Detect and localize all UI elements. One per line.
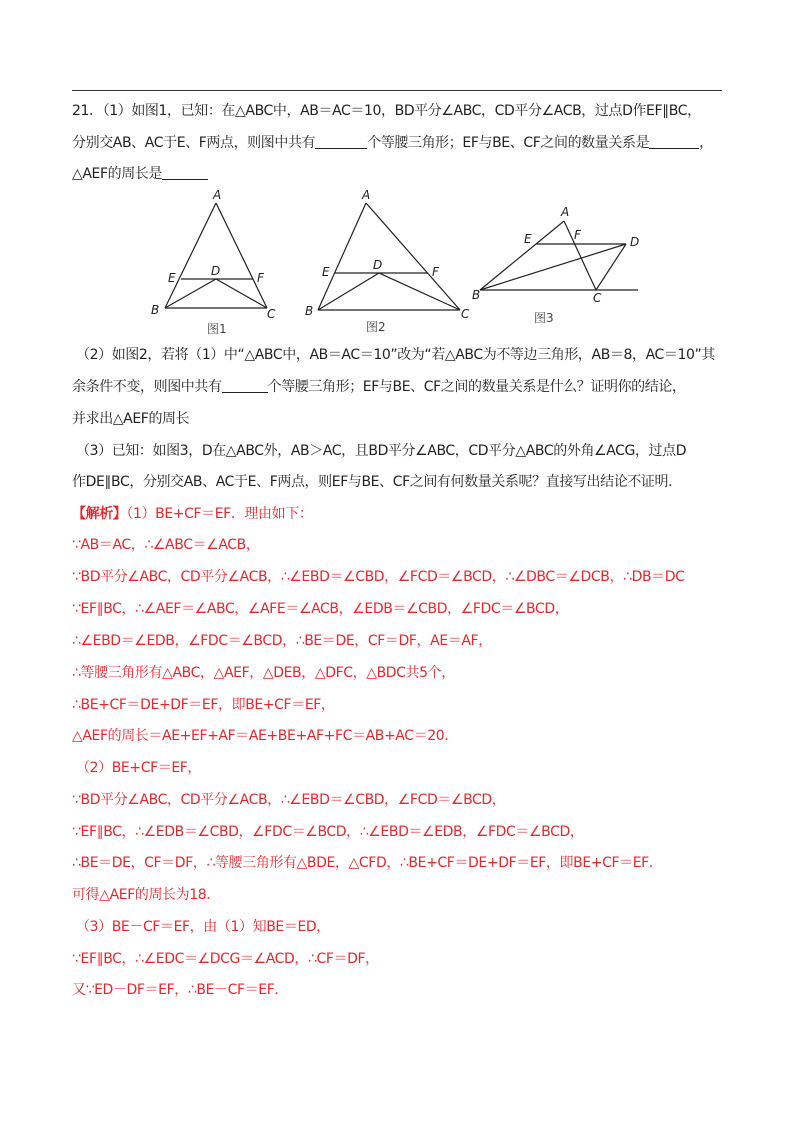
fig3-caption: 图3 bbox=[534, 311, 554, 325]
fig3-side-ab bbox=[480, 221, 564, 290]
figure-2-svg bbox=[300, 188, 480, 340]
fig3-label-a: A bbox=[561, 205, 570, 219]
solution-step-9: （2）BE+CF＝EF， bbox=[76, 760, 202, 776]
question-p3-line1: （3）已知：如图3，D在△ABC外，AB＞AC，且BD平分∠ABC，CD平分△ABC的外角∠ACG，过点D bbox=[76, 443, 687, 459]
fig2-side-ac bbox=[366, 203, 460, 310]
solution-step-16: 又∵ED－DF＝EF，∴BE－CF＝EF． bbox=[72, 982, 288, 998]
solution-line-1 bbox=[72, 504, 722, 524]
fig3-segment-cd bbox=[596, 244, 626, 290]
fig3-label-f: F bbox=[574, 228, 581, 242]
answer-blank-2 bbox=[649, 134, 699, 149]
fig1-label-b: B bbox=[151, 303, 160, 317]
fig3-label-b: B bbox=[472, 288, 481, 302]
question-p2-line2-b: 个等腰三角形；EF与BE、CF之间的数量关系是什么？证明你的结论， bbox=[267, 379, 686, 395]
solution-step-7: ∴BE+CF＝DE+DF＝EF，即BE+CF＝EF， bbox=[72, 697, 335, 713]
question-p1-line2-b: 个等腰三角形；EF与BE、CF之间的数量关系是 bbox=[367, 135, 650, 151]
solution-step-4: ∵EF∥BC，∴∠AEF＝∠ABC，∠AFE＝∠ACB，∠EDB＝∠CBD，∠FDC＝∠BCD， bbox=[72, 601, 569, 617]
fig1-label-a: A bbox=[213, 188, 222, 202]
fig2-side-ab bbox=[318, 203, 366, 310]
answer-blank-3 bbox=[162, 165, 208, 180]
fig3-label-c: C bbox=[593, 291, 602, 305]
fig1-caption: 图1 bbox=[207, 322, 227, 336]
fig3-label-d: D bbox=[630, 235, 640, 249]
question-p2-line2 bbox=[72, 377, 722, 397]
question-p1-line2-a: 分别交AB、AC于E、F两点，则图中共有 bbox=[72, 135, 316, 151]
fig2-label-a: A bbox=[362, 188, 371, 202]
question-p1-line2 bbox=[72, 133, 722, 153]
question-p3-line2: 作DE∥BC，分别交AB、AC于E、F两点，则EF与BE、CF之间有何数量关系呢？直接写出结论不证明． bbox=[72, 474, 682, 490]
fig2-label-e: E bbox=[322, 265, 330, 279]
figure-3-svg bbox=[468, 188, 648, 340]
top-rule bbox=[72, 90, 722, 91]
fig2-label-d: D bbox=[373, 258, 383, 272]
solution-step-13: 可得△AEF的周长为18． bbox=[72, 887, 220, 903]
fig2-label-f: F bbox=[432, 265, 439, 279]
fig1-side-ac bbox=[216, 203, 267, 308]
figure-3 bbox=[468, 188, 648, 340]
solution-step-5: ∴∠EBD＝∠EDB，∠FDC＝∠BCD，∴BE＝DE，CF＝DF，AE＝AF， bbox=[72, 633, 492, 649]
answer-blank-4 bbox=[222, 378, 268, 393]
fig3-label-e: E bbox=[524, 232, 532, 246]
solution-step-6: ∴等腰三角形有△ABC，△AEF，△DEB，△DFC，△BDC共5个， bbox=[72, 665, 455, 681]
solution-step-12: ∴BE＝DE，CF＝DF，∴等腰三角形有△BDE，△CFD，∴BE+CF＝DE+DF＝EF，即BE+CF＝EF． bbox=[72, 855, 663, 871]
solution-step-2: ∵AB＝AC，∴∠ABC＝∠ACB， bbox=[72, 537, 260, 553]
fig1-side-ab bbox=[165, 203, 216, 308]
fig1-label-f: F bbox=[257, 271, 264, 285]
solution-step-14: （3）BE－CF＝EF，由（1）知BE＝ED， bbox=[76, 919, 330, 935]
figure-1-svg bbox=[145, 188, 285, 340]
question-p1-line2-c: ， bbox=[699, 135, 713, 151]
solution-step-11: ∵EF∥BC，∴∠EDB＝∠CBD，∠FDC＝∠BCD，∴∠EBD＝∠EDB，∠FDC＝∠BCD， bbox=[72, 824, 584, 840]
fig2-label-b: B bbox=[305, 304, 314, 318]
question-p1-line3-text: △AEF的周长是 bbox=[72, 166, 163, 182]
figure-2 bbox=[300, 188, 480, 340]
fig2-caption: 图2 bbox=[366, 320, 386, 334]
solution-step-15: ∵EF∥BC，∴∠EDC＝∠DCG＝∠ACD，∴CF＝DF， bbox=[72, 951, 379, 967]
solution-step-3: ∵BD平分∠ABC，CD平分∠ACB，∴∠EBD＝∠CBD，∠FCD＝∠BCD，∴∠DBC＝∠DCB，∴DB＝DC bbox=[72, 569, 685, 585]
solution-step-8: △AEF的周长＝AE+EF+AF＝AE+BE+AF+FC＝AB+AC＝20． bbox=[72, 728, 458, 744]
fig3-segment-bd bbox=[480, 244, 626, 290]
solution-step-10: ∵BD平分∠ABC，CD平分∠ACB，∴∠EBD＝∠CBD，∠FCD＝∠BCD， bbox=[72, 792, 506, 808]
fig1-label-e: E bbox=[168, 271, 176, 285]
question-p2-line3: 并求出△AEF的周长 bbox=[72, 411, 190, 427]
fig2-label-c: C bbox=[461, 307, 470, 321]
question-p1-line3 bbox=[72, 164, 722, 184]
fig2-segment-cd bbox=[379, 273, 460, 310]
solution-header: 【解析】 bbox=[72, 506, 127, 522]
fig1-label-d: D bbox=[211, 264, 221, 278]
question-p2-line2-a: 余条件不变，则图中共有 bbox=[72, 379, 222, 395]
solution-step-1: （1）BE+CF＝EF．理由如下： bbox=[126, 506, 313, 522]
fig1-label-c: C bbox=[267, 307, 276, 321]
figure-1 bbox=[145, 188, 285, 340]
question-p2-line1: （2）如图2，若将（1）中“△ABC中，AB＝AC＝10”改为“若△ABC为不等边三角形，AB＝8，AC＝10”其 bbox=[76, 347, 715, 363]
question-p1-line1: 21．（1）如图1，已知：在△ABC中，AB＝AC＝10，BD平分∠ABC，CD平分∠ACB，过点D作EF∥BC， bbox=[72, 103, 701, 119]
answer-blank-1 bbox=[315, 134, 367, 149]
